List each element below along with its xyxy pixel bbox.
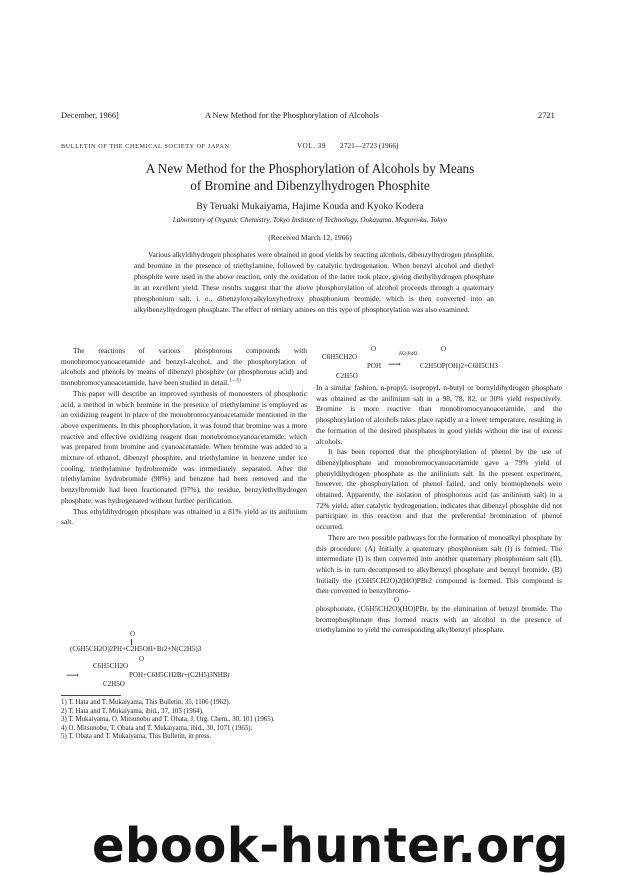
footnote-2: 2) T. Hata and T. Mukaiyama, ibid., 37, 103 (1964).	[61, 707, 204, 715]
footnotes	[61, 699, 307, 742]
eq3-oxygen-2: O	[441, 345, 447, 353]
eq3-bottom-group: C2H5O	[336, 372, 358, 380]
article-affiliation: Laboratory of Organic Chemistry, Tokyo Institute of Technology, Ookayama, Meguro-ku, Tokyo	[172, 216, 448, 224]
header-page-number: 2721	[538, 111, 555, 120]
eq1-oxygen: O	[130, 630, 136, 638]
header-date: December, 1966]	[61, 111, 119, 120]
right-paragraph-1: In a similar fashion, n-propyl, isopropyl, n-butyl or bornyldihydrogen phosphate was obtained as the anilinium salt in a 98, 78, 82, or 30% yield respectively. Bromine is more reactive than monobromocyanoacetamide, and the phosphorylation of alcohols takes place rapidly at a lower temperature, resulting in the formation of the desired phosphates in good yields without the use of excess alcohols.	[316, 383, 562, 446]
footnote-4: 4) O. Mitsunobu, T. Obata and T. Mukaiyama, ibid., 30, 1071 (1965).	[61, 724, 253, 732]
equation-1: (C6H5CH2O)2PH+C2H5OH+Br2+N(C2H5)3	[70, 645, 202, 653]
right-paragraph-2: It has been reported that the phosphorylation of phenol by the use of dibenzylphosphate and monobromocyanoacetamide gave a 79% yield of phenyldihydrogen phosphate as the anilinium salt. In the present experiment, however, the phosphorylation of phenol failed, and only bromophenols were obtained. Apparently, the isolation of phosphorous acid (as anilinium salt) in a 72% yield, after catalytic hydrogenation, indicates that dibenzyl phosphite did not participate in this reaction and that the preferential bromination of phenol occurred.	[316, 447, 562, 532]
title-line-2: of Bromine and Dibenzylhydrogen Phosphite	[190, 178, 430, 193]
received-date: (Received March 12, 1966)	[268, 233, 352, 242]
journal-name: BULLETIN OF THE CHEMICAL SOCIETY OF JAPAN	[61, 143, 230, 150]
header-running-title: A New Method for the Phosphorylation of Alcohols	[205, 111, 379, 120]
left-column	[61, 346, 307, 528]
left-paragraph-2: This paper will describe an improved synthesis of monoesters of phosphoric acid, a method in which bromine in the presence of triethylamine is employed as an oxidizing reagent in place of the monobromocyanoacetamide mentioned in the above experiments. In this phosphorylation, it was found that bromine was a more reactive and effective oxidizing reagent than monobromocyanoacetamide, which was prepared from bromine and cyanoacetamide. When bromine was added to a mixture of ethanol, dibenzyl phosphite, and triethylamine in benzene under ice cooling, triethylamine hydrobromide was immediately separated. After the triethylamine hydrobromide (98%) and benzene had been removed and the benzylbromide had been fractionated (97%), the residue, benzylethylhydrogen phosphate, was hydrogenated without further purification.	[61, 388, 307, 505]
article-title	[60, 160, 560, 194]
equation-2: POH+C6H5CH2Br+(C2H5)3NHBr	[129, 671, 230, 679]
reference-marker: 1—5)	[229, 378, 241, 384]
reaction-arrow: ⟶	[66, 670, 79, 680]
eq3-arrow: ⟶	[388, 359, 401, 369]
eq3-product: C2H5OP(OH)2+C6H5CH3	[420, 362, 498, 370]
eq2-top-group: C6H5CH2O	[93, 662, 129, 670]
footnote-1: 1) T. Hata and T. Mukaiyama, This Bulletin, 35, 1106 (1962).	[61, 699, 231, 706]
eq3-middle: POH	[367, 362, 382, 370]
right-paragraph-4-oxygen: O	[394, 596, 400, 605]
watermark-text: ebook-hunter.org	[92, 818, 569, 874]
eq2-bottom-group: C2H5O	[103, 680, 125, 688]
abstract: Various alkyldihydrogen phosphates were obtained in good yields by reacting alcohols, dibenzylhydrogen phosphite, and bromine in the presence of triethylamine, followed by catalytic hydrogenation. When benzyl alcohol and diethyl phosphite were used in the above reaction, only the oxidation of the latter took place, giving diethylhydrogen phosphate in an excellent yield. These results suggest that the above phosphorylation of alcohol proceeds through a quaternary phosphonium salt, i. e., dibenzyloxyalkyloxyhydroxy phosphonium bromide, which is then converted into an alkylbenzylhydrogen phosphate. The effect of tertiary amines on this type of phosphorylation was also examined.	[134, 250, 494, 314]
title-line-1: A New Method for the Phosphorylation of Alcohols by Means	[145, 161, 475, 176]
right-paragraph-4: phosphonate, (C6H5CH2O)(HO)PBr, by the elimination of benzyl bromide. The bromophosphonate thus formed reacts with an alcohol in the presence of triethylamine to yield the corresponding alkylbenzyl phosphate.	[316, 604, 562, 635]
journal-volume: VOL. 39	[297, 142, 327, 150]
eq3-catalyst-label: H2/PdO	[399, 351, 418, 357]
eq3-top-group: C6H5CH2O	[322, 353, 358, 361]
article-authors: By Teruaki Mukaiyama, Hajime Kouda and Kyoko Kodera	[196, 201, 424, 212]
left-paragraph-1-text: The reactions of various phosphorous compounds with monobromocyanoacetamide and benzyl-alcohol, and the phosphorylation of alcohols and phenols by means of dibenzyl phosphite (or phosphorous acid) and monobromocyanoacetamide, have been studied in detail.	[61, 346, 307, 388]
right-column	[316, 383, 562, 636]
left-paragraph-3: Thus ethyldihydrogen phosphate was obtained in a 81% yield as its anilinium salt.	[61, 506, 307, 527]
footnote-rule	[61, 695, 121, 696]
eq3-oxygen-1: O	[371, 345, 377, 353]
footnote-5: 5) T. Obata and T. Mukaiyama, This Bulletin, in press.	[61, 733, 212, 741]
journal-pages: 2721—2723 (1966)	[340, 141, 399, 150]
footnote-3: 3) T. Mukaiyama, O. Mitsunobu and T. Obata, J. Org. Chem., 30, 101 (1965).	[61, 716, 275, 724]
eq2-oxygen: O	[139, 655, 145, 663]
right-paragraph-3: There are two possible pathways for the formation of monoalkyl phosphate by this procedure: (A) Initially a quaternary phosphonium salt (I) is formed. The intermediate (I) is then converted into another quaternary phosphonium salt (II), which is in turn decomposed to alkylbenzyl phosphate and benzyl bromide. (B) Initially the (C6H5CH2O)2(HO)PBr2 compound is formed. This compound is then converted to benzylbromo-	[316, 532, 562, 596]
left-paragraph-1	[61, 346, 307, 389]
